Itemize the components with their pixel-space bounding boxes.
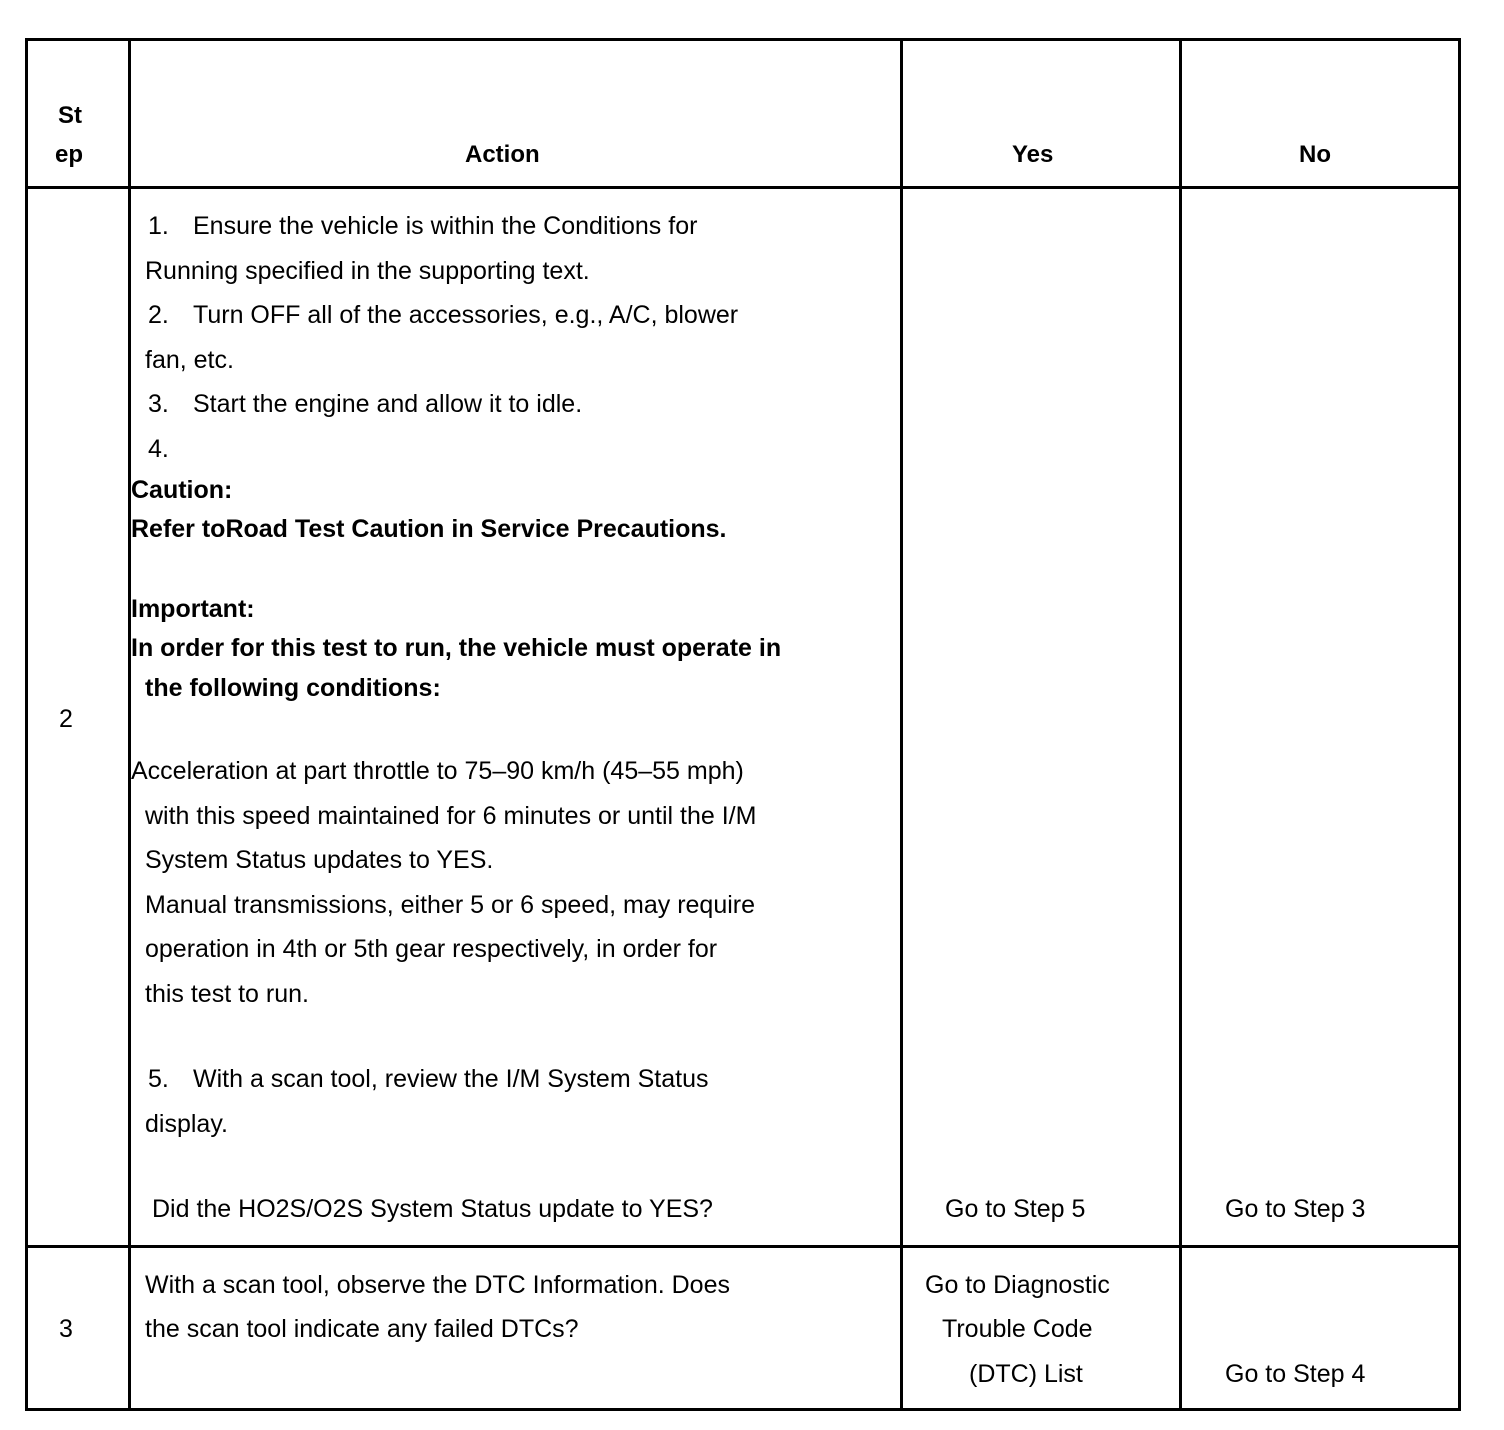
diagnostic-table [25, 38, 1461, 1411]
important-title: Important: [131, 595, 255, 623]
condition-line3: System Status updates to YES. [145, 846, 494, 874]
important-line2: the following conditions: [145, 674, 441, 702]
condition-line5: operation in 4th or 5th gear respectively, in order for [145, 935, 718, 963]
item-1-number: 1. [148, 212, 169, 240]
item-5-number: 5. [148, 1065, 169, 1093]
row-3-yes-line2: Trouble Code [942, 1315, 1093, 1343]
important-line1: In order for this test to run, the vehicle must operate in [131, 634, 782, 662]
item-2-number: 2. [148, 301, 169, 329]
header-step-line1: St [58, 102, 82, 129]
item-3-number: 3. [148, 390, 169, 418]
row-divider [28, 1245, 1458, 1248]
item-4-number: 4. [148, 435, 169, 463]
row-3-action-line2: the scan tool indicate any failed DTCs? [145, 1315, 579, 1343]
caution-title: Caution: [131, 476, 233, 504]
header-step-line2: ep [55, 141, 84, 168]
row-3-action-line1: With a scan tool, observe the DTC Information. Does [145, 1271, 730, 1299]
condition-line6: this test to run. [145, 980, 309, 1008]
row-3-yes-line3: (DTC) List [969, 1360, 1083, 1388]
row-2-question: Did the HO2S/O2S System Status update to YES? [152, 1195, 713, 1223]
caution-text: Refer toRoad Test Caution in Service Precautions. [131, 515, 727, 543]
column-divider-step [128, 41, 131, 1408]
item-5-line1: With a scan tool, review the I/M System Status [193, 1065, 709, 1093]
row-3-no: Go to Step 4 [1225, 1360, 1366, 1388]
column-divider-action [900, 41, 903, 1408]
column-divider-yes [1179, 41, 1182, 1408]
condition-line1: Acceleration at part throttle to 75–90 km/h (45–55 mph) [131, 757, 744, 785]
item-1-line1: Ensure the vehicle is within the Conditions for [193, 212, 698, 240]
row-3-yes-line1: Go to Diagnostic [925, 1271, 1110, 1299]
condition-line4: Manual transmissions, either 5 or 6 speed, may require [145, 891, 756, 919]
item-5-line2: display. [145, 1110, 228, 1138]
condition-line2: with this speed maintained for 6 minutes or until the I/M [145, 802, 757, 830]
header-divider [28, 186, 1458, 189]
row-2-yes: Go to Step 5 [945, 1195, 1086, 1223]
header-no: No [1299, 141, 1331, 168]
header-yes: Yes [1012, 141, 1054, 168]
item-2-line2: fan, etc. [145, 346, 234, 374]
item-1-line2: Running specified in the supporting text. [145, 257, 590, 285]
item-3-line1: Start the engine and allow it to idle. [193, 390, 583, 418]
header-action: Action [465, 141, 540, 168]
row-2-step: 2 [59, 705, 73, 733]
row-3-step: 3 [59, 1315, 73, 1343]
item-2-line1: Turn OFF all of the accessories, e.g., A/C, blower [193, 301, 739, 329]
row-2-no: Go to Step 3 [1225, 1195, 1366, 1223]
